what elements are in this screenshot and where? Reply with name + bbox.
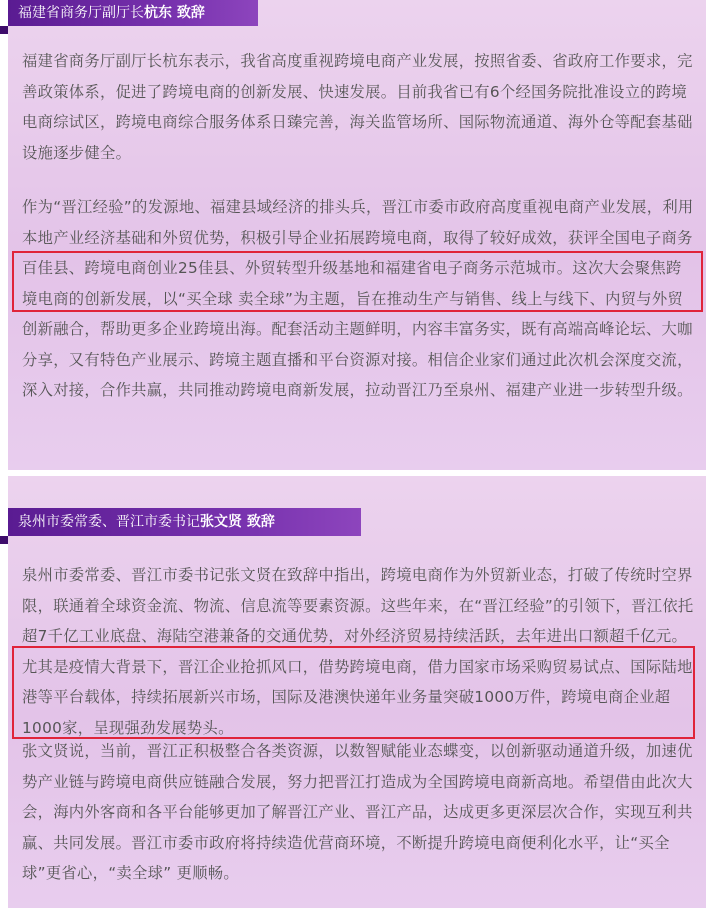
header-2-name: 张文贤 致辞 [200,514,275,530]
header-1-name: 杭东 致辞 [144,5,205,21]
highlight-box-1 [12,251,703,312]
header-2-prefix: 泉州市委常委、晋江市委书记 [18,514,200,530]
section-header-2 [8,508,361,536]
section-2-paragraph-2: 张文贤说，当前，晋江正积极整合各类资源，以数智赋能业态蝶变，以创新驱动通道升级，加速优势产业链与跨境电商供应链融合发展，努力把晋江打造成为全国跨境电商新高地。希望借由此次大会，海内外客商和各平台能够更加了解晋江产业、晋江产品，达成更多更深层次合作，实现互利共赢、共同发展。晋江市委市政府将持续造优营商环境，不断提升跨境电商便利化水平，让“买全球”更省心，“卖全球” 更顺畅。 [22,742,693,882]
section-header-1 [8,0,258,26]
header-1-prefix: 福建省商务厅副厅长 [18,5,144,21]
speech-card-1 [8,0,706,470]
section-1-paragraph-1: 福建省商务厅副厅长杭东表示，我省高度重视跨境电商产业发展，按照省委、省政府工作要求，完善政策体系，促进了跨境电商的创新发展、快速发展。目前我省已有6个经国务院批准设立的跨境电商综试区，跨境电商综合服务体系日臻完善，海关监管场所、国际物流通道、海外仓等配套基础设施逐步健全。 [22,52,693,162]
section-2-paragraph-1: 泉州市委常委、晋江市委书记张文贤在致辞中指出，跨境电商作为外贸新业态，打破了传统时空界限，联通着全球资金流、物流、信息流等要素资源。这些年来，在“晋江经验”的引领下，晋江依托超7千亿工业底盘、海陆空港兼备的交通优势，对外经济贸易持续活跃，去年进出口额超千亿元。尤其是疫情大背景下，晋江企业抢抓风口，借势跨境电商，借力国家市场采购贸易试点、国际陆地港等平台载体，持续拓展新兴市场，国际及港澳快递年业务量突破1000万件，跨境电商企业超1000家，呈现强劲发展势头。 [22,566,694,737]
highlight-box-2 [12,646,695,739]
section-1-paragraph-2: 作为“晋江经验”的发源地、福建县域经济的排头兵，晋江市委市政府高度重视电商产业发展，利用本地产业经济基础和外贸优势，积极引导企业拓展跨境电商，取得了较好成效，获评全国电子商务百佳县、跨境电商创业25佳县、外贸转型升级基地和福建省电子商务示范城市。这次大会聚焦跨境电商的创新发展，以“买全球 卖全球”为主题，旨在推动生产与销售、线上与线下、内贸与外贸创新融合，帮助更多企业跨境出海。配套活动主题鲜明，内容丰富务实，既有高端高峰论坛、大咖分享，又有特色产业展示、跨境主题直播和平台资源对接。相信企业家们通过此次机会深度交流，深入对接，合作共赢，共同推动跨境电商新发展，拉动晋江乃至泉州、福建产业进一步转型升级。 [22,198,694,399]
header-corner-1 [0,26,8,34]
header-corner-2 [0,536,8,544]
